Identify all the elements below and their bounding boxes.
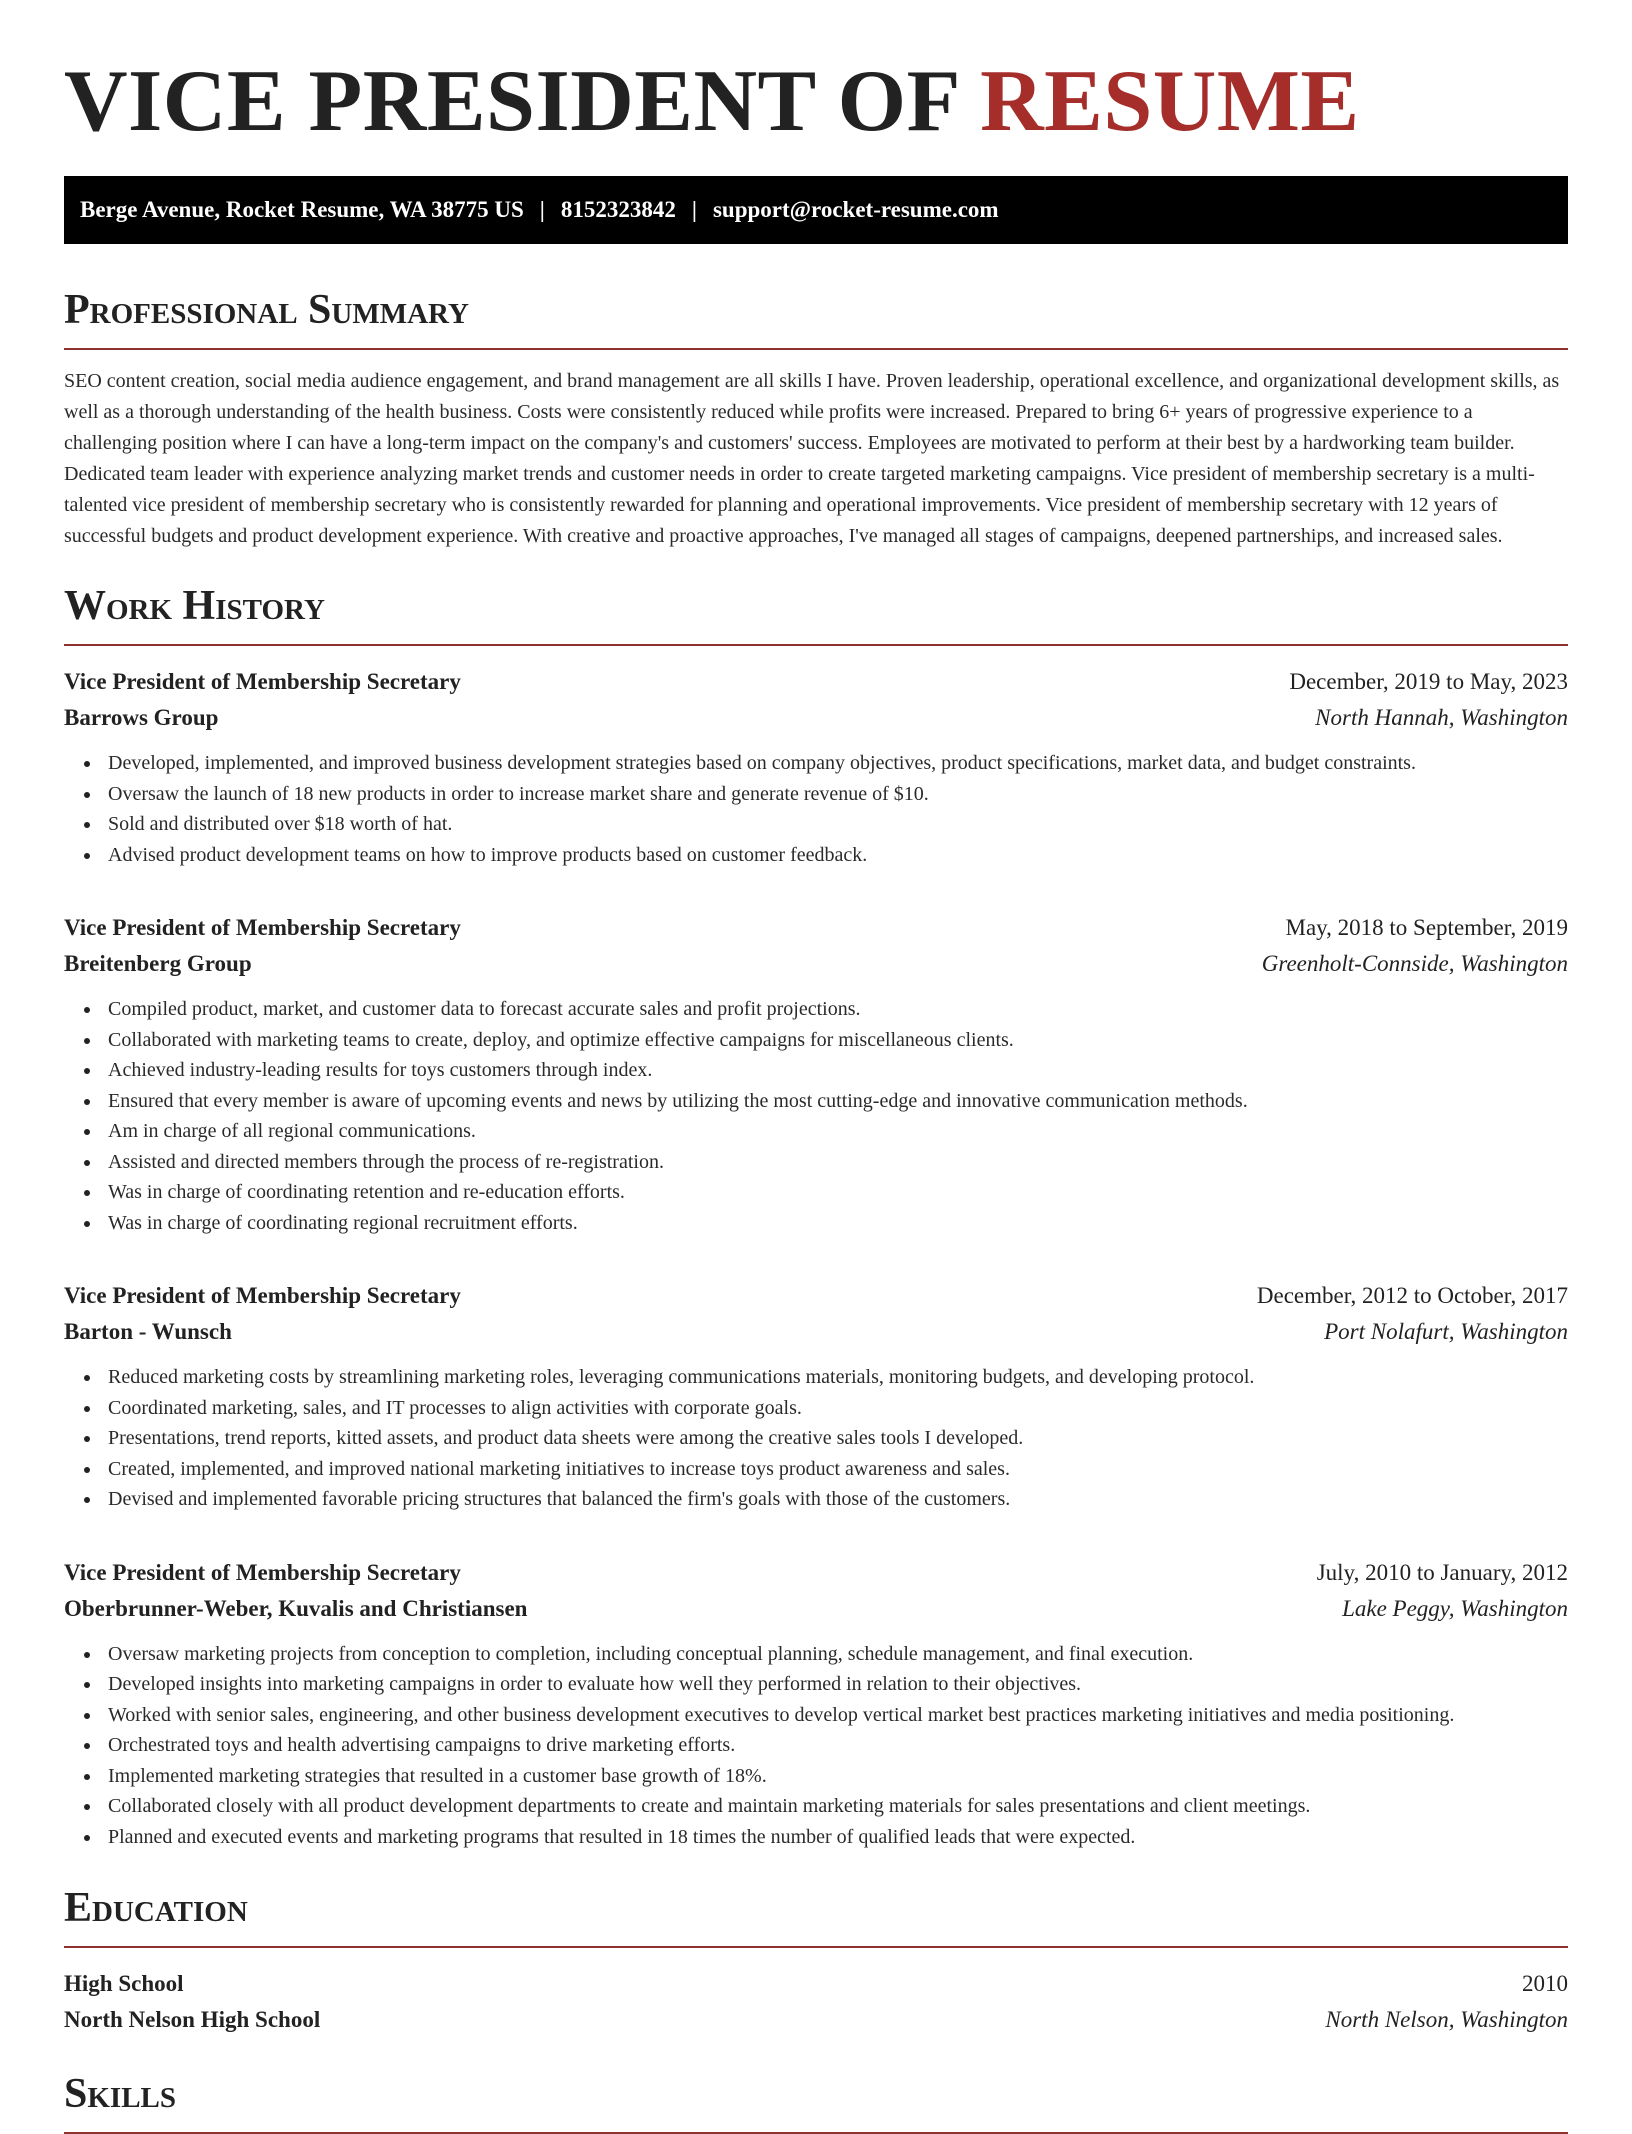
job-dates: December, 2019 to May, 2023 [1289,669,1568,694]
education-heading: Education [64,1882,1568,1948]
job-bullet: Achieved industry-leading results for toys customers through index. [108,1055,1568,1086]
job-entry [64,910,1568,1238]
contact-phone: 8152323842 [560,197,676,222]
job-dates: July, 2010 to January, 2012 [1316,1559,1568,1585]
job-bullets [64,1362,1568,1515]
job-bullet: Created, implemented, and improved national marketing initiatives to increase toys product awareness and sales. [108,1454,1568,1485]
contact-separator: | [691,197,697,222]
job-entry [64,664,1568,870]
job-location: Lake Peggy, Washington [1342,1595,1568,1621]
job-header-row [64,664,1568,700]
education-school: North Nelson High School [64,2007,321,2032]
job-company-row [64,946,1568,982]
job-title: Vice President of Membership Secretary [64,1559,461,1585]
resume-title-accent: RESUME [980,53,1360,150]
job-bullet: Oversaw marketing projects from conception to completion, including conceptual planning, schedule management, and final execution. [108,1639,1568,1670]
job-header-row [64,1278,1568,1314]
job-entry [64,1555,1568,1853]
education-header-row [64,1966,1568,2002]
job-bullet: Devised and implemented favorable pricing structures that balanced the firm's goals with those of the customers. [108,1484,1568,1515]
job-bullet: Worked with senior sales, engineering, and other business development executives to develop vertical market best practices marketing initiatives and media positioning. [108,1700,1568,1731]
job-entry [64,1278,1568,1515]
summary-text: SEO content creation, social media audience engagement, and brand management are all skills I have. Proven leadership, operational excellence, and organizational development skills, as well as a thorough understanding of the health business. Costs were consistently reduced while profits were increased. Prepared to bring 6+ years of progressive experience to a challenging position where I can have a long-term impact on the company's and customers' success. Employees are motivated to perform at their best by a hardworking team builder. Dedicated team leader with experience analyzing market trends and customer needs in order to create targeted marketing campaigns. Vice president of membership secretary is a multi-talented vice president of membership secretary who is consistently rewarded for planning and operational improvements. Vice president of membership secretary with 12 years of successful budgets and product development experience. With creative and proactive approaches, I've managed all stages of campaigns, deepened partnerships, and increased sales. [64,370,1560,547]
education-location: North Nelson, Washington [1325,2007,1568,2032]
summary-heading: Professional Summary [64,284,1568,350]
job-bullet: Orchestrated toys and health advertising campaigns to drive marketing efforts. [108,1730,1568,1761]
contact-address: Berge Avenue, Rocket Resume, WA 38775 US [80,197,524,222]
job-bullet: Was in charge of coordinating regional recruitment efforts. [108,1208,1568,1239]
job-header-row [64,910,1568,946]
job-bullet: Sold and distributed over $18 worth of hat. [108,809,1568,840]
job-bullet: Presentations, trend reports, kitted assets, and product data sheets were among the creative sales tools I developed. [108,1423,1568,1454]
job-title: Vice President of Membership Secretary [64,1283,461,1308]
contact-email[interactable]: support@rocket-resume.com [712,197,999,222]
education-school-row [64,2002,1568,2038]
job-bullet: Reduced marketing costs by streamlining marketing roles, leveraging communications materials, monitoring budgets, and developing protocol. [108,1362,1568,1393]
contact-separator: | [539,197,545,222]
job-company: Breitenberg Group [64,951,252,976]
job-bullets [64,748,1568,870]
education-degree: High School [64,1971,184,1996]
job-bullet: Implemented marketing strategies that resulted in a customer base growth of 18%. [108,1761,1568,1792]
job-bullet: Collaborated with marketing teams to create, deploy, and optimize effective campaigns for miscellaneous clients. [108,1025,1568,1056]
job-bullet: Developed insights into marketing campaigns in order to evaluate how well they performed in relation to their objectives. [108,1669,1568,1700]
job-bullet: Developed, implemented, and improved business development strategies based on company objectives, product specifications, market data, and budget constraints. [108,748,1568,779]
job-bullets [64,1639,1568,1853]
job-bullet: Planned and executed events and marketing programs that resulted in 18 times the number of qualified leads that were expected. [108,1822,1568,1853]
job-bullet: Ensured that every member is aware of upcoming events and news by utilizing the most cutting-edge and innovative communication methods. [108,1086,1568,1117]
job-title: Vice President of Membership Secretary [64,915,461,940]
job-company-row [64,1591,1568,1627]
job-location: Port Nolafurt, Washington [1324,1319,1568,1344]
resume-title-main: VICE PRESIDENT OF [64,53,981,150]
job-dates: May, 2018 to September, 2019 [1285,915,1568,940]
job-company: Oberbrunner-Weber, Kuvalis and Christiansen [64,1595,528,1621]
job-company: Barrows Group [64,705,219,730]
job-bullet: Coordinated marketing, sales, and IT processes to align activities with corporate goals. [108,1393,1568,1424]
work-history-heading: Work History [64,580,1568,646]
job-title: Vice President of Membership Secretary [64,669,461,694]
education-year: 2010 [1522,1971,1568,1996]
job-dates: December, 2012 to October, 2017 [1256,1283,1568,1308]
skills-heading: Skills [64,2068,1568,2134]
job-bullet: Am in charge of all regional communications. [108,1116,1568,1147]
job-header-row [64,1555,1568,1591]
job-location: Greenholt-Connside, Washington [1261,951,1568,976]
job-company: Barton - Wunsch [64,1319,232,1344]
resume-title [64,52,1568,152]
job-bullets [64,994,1568,1238]
job-bullet: Compiled product, market, and customer data to forecast accurate sales and profit projections. [108,994,1568,1025]
job-company-row [64,1314,1568,1350]
education-entry [64,1966,1568,2038]
contact-bar [64,176,1568,244]
job-bullet: Was in charge of coordinating retention and re-education efforts. [108,1177,1568,1208]
job-bullet: Assisted and directed members through the process of re-registration. [108,1147,1568,1178]
job-bullet: Advised product development teams on how to improve products based on customer feedback. [108,840,1568,871]
job-bullet: Collaborated closely with all product development departments to create and maintain marketing materials for sales presentations and client meetings. [108,1791,1568,1822]
job-location: North Hannah, Washington [1315,705,1568,730]
job-bullet: Oversaw the launch of 18 new products in order to increase market share and generate revenue of $10. [108,779,1568,810]
job-company-row [64,700,1568,736]
